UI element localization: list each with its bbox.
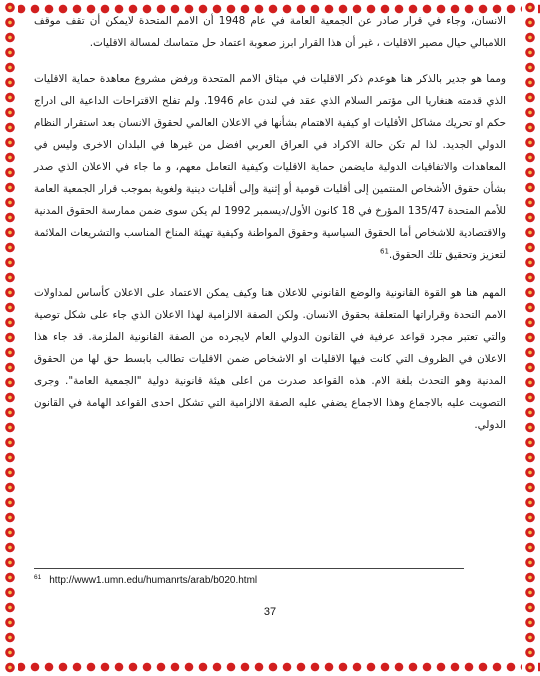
footnote-reference[interactable]: 61 [379, 247, 389, 256]
ornament-border-bottom [0, 660, 540, 674]
paragraph-3: المهم هنا هو القوة القانونية والوضع القانوني للاعلان هنا وكيف يمكن الاعتماد على الاعلان كأساس لمداولات الامم التحدة وقراراتها المتعلقة بحقوق الانسان. ولكن الصفة الالزامية لهذا الاعلان الذي جاء على شكل توصية والتي تعتبر مجرد قواعد عرفية في القانون الدولي العام لايجرده من الصفة القانونية الملزمة. قد جاء هذا الاعلان في الظروف التي كانت فيها الاقليات او الاشخاص ضمن الاقليات تطالب بابسط حق لها من الحقوق المدنية وهو التحدث بلغة الام. هذه القواعد صدرت من اعلى هيئة قانونية دولية "الجمعية العامة". وجرى التصويت عليه بالاجماع وهذا الاجماع يضفي عليه الصفة الالزامية التي تشكل احدى القواعد الهامة في القانون الدولي. [34, 287, 506, 431]
paragraph-1: الانسان، وجاء في قرار صادر عن الجمعية العامة في عام 1948 أن الامم المتحدة لايمكن أن تقف موقف اللامبالي حيال مصير الاقليات ، غير أن هذا القرار ابرز صعوبة اعتماد حل متماسك لمسالة الاقليات. [34, 15, 506, 49]
footnote-link[interactable]: http://www1.umn.edu/humanrts/arab/b020.html [49, 575, 258, 586]
ornament-border-right [522, 0, 538, 676]
ornament-border-left [2, 0, 18, 676]
footnote-number: 61 [34, 574, 42, 581]
footnote [34, 575, 474, 586]
paragraph-2-text: ومما هو جدير بالذكر هنا هوعدم ذكر الاقليات في ميثاق الامم المتحدة ورفض مشروع معاهدة حماية الاقليات الذي قدمته هنغاريا الى مؤتمر السلام الذي عقد في لندن عام 1946. ولم تفلح الاقتراحات الداعية الى ادراج حكم او تحريك مشاكل الأقليات او كيفية الاهتمام بشأنها في الاعلان العالمي لحقوق الانسان بعد استقرار النظام الدولي الجديد. لذا لم تكن حالة الاكراد في العراق العربي افضل من غيرها في البلدان الاخرى وليس في المعاهدات والاتفاقيات الدولية مايضمن حماية الاقليات وكيفية التعامل معهم، و ما جاء في الاعلان الذي صدر بشأن حقوق الأشخاص المنتمين إلى أقليات قومية أو إثنية وإلى أقليات دينية ولغوية بموجب قرار الجمعية العامة للأمم المتحدة 135/47 المؤرخ في 18 كانون الأول/ديسمبر 1992 لم يكن سوى ضمن ممارسة الحقوق المدنية والاقتصادية للاشخاص أما الحقوق السياسية وحقوق المواطنة وكيفية تهيئة المناخ المناسب والتشريعات الملائمة لتعزيز وتحقيق تلك الحقوق. [34, 73, 506, 261]
footnote-divider [34, 568, 464, 569]
paragraph-2 [34, 68, 506, 266]
page-number: 37 [263, 606, 277, 618]
page-body [34, 10, 506, 650]
